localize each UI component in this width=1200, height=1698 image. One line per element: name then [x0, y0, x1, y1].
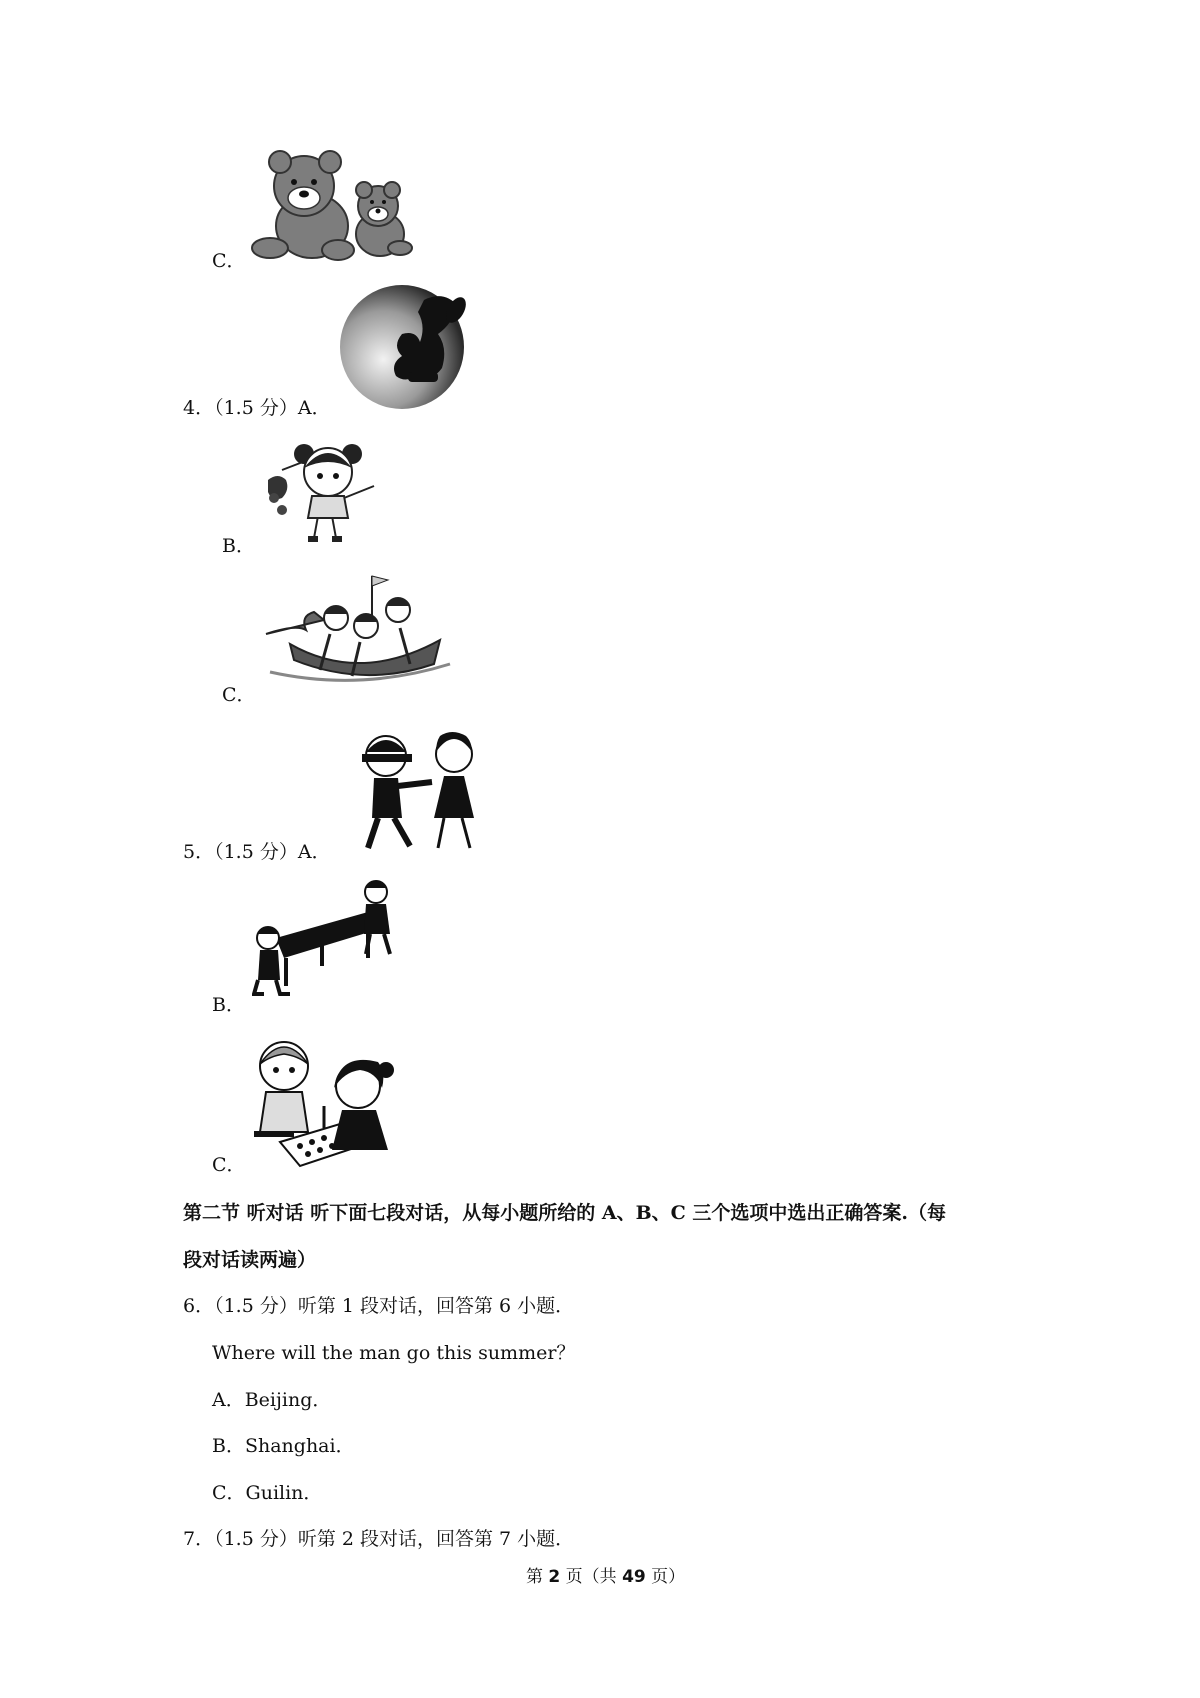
footer-suffix: 页） — [645, 1567, 686, 1587]
footer-total-pages: 49 — [622, 1567, 646, 1587]
q4-option-c-label: C． — [222, 684, 256, 706]
footer-page-number: 2 — [548, 1567, 561, 1587]
q6-question: Where will the man go this summer？ — [212, 1342, 576, 1364]
q6-option-b: B．Shanghai． — [212, 1435, 355, 1457]
moon-picture — [338, 282, 478, 412]
footer-prefix: 第 — [526, 1567, 549, 1587]
q4-option-b-label: B． — [222, 535, 255, 557]
q6-option-a: A．Beijing． — [212, 1389, 332, 1411]
q6-stem: 6．（1.5 分）听第 1 段对话，回答第 6 小题． — [183, 1295, 575, 1317]
q5-option-b-label: B． — [212, 994, 245, 1016]
q7-stem: 7．（1.5 分）听第 2 段对话，回答第 7 小题． — [183, 1528, 575, 1550]
teddy-bears-picture — [250, 148, 425, 266]
playing-chess-picture — [250, 1038, 420, 1173]
footer-middle: 页（共 — [560, 1567, 623, 1587]
q5-stem: 5．（1.5 分）A． — [183, 841, 331, 863]
section2-heading-line1: 第二节 听对话 听下面七段对话，从每小题所给的 A、B、C 三个选项中选出正确答案.（每 — [183, 1202, 946, 1224]
q3-option-c-label: C． — [212, 250, 246, 272]
page-footer — [526, 1562, 685, 1587]
girl-with-kite-picture — [262, 438, 392, 548]
q5-option-c-label: C． — [212, 1154, 246, 1176]
q6-option-c: C．Guilin． — [212, 1482, 323, 1504]
blindfold-game-picture — [352, 730, 492, 855]
q4-stem: 4．（1.5 分）A． — [183, 397, 331, 419]
dragon-boat-picture — [260, 572, 460, 687]
table-tennis-picture — [252, 880, 392, 1000]
section2-heading-line2: 段对话读两遍） — [183, 1249, 317, 1271]
